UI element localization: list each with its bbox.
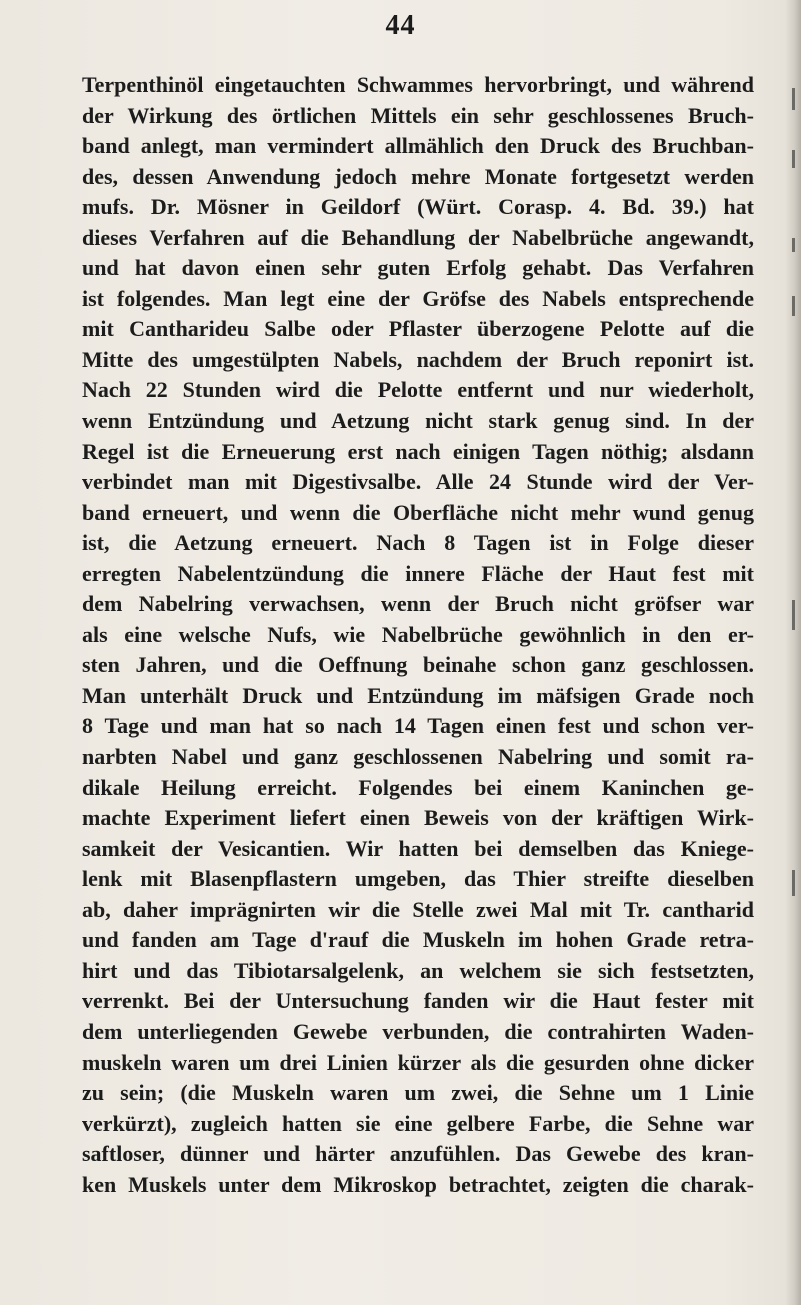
text-line: dieses Verfahren auf die Behandlung der Nabelbrüche angewandt, [82, 224, 754, 250]
page-edge-mark [792, 870, 795, 896]
text-line: ab, daher imprägnirten wir die Stelle zwei Mal mit Tr. cantharid [82, 896, 754, 922]
text-line: als eine welsche Nufs, wie Nabelbrüche gewöhnlich in den er- [82, 621, 754, 647]
page-edge-mark [792, 296, 795, 316]
text-line: zu sein; (die Muskeln waren um zwei, die Sehne um 1 Linie [82, 1080, 754, 1106]
text-line: ist, die Aetzung erneuert. Nach 8 Tagen ist in Folge dieser [82, 530, 754, 556]
text-line: samkeit der Vesicantien. Wir hatten bei demselben das Kniege- [82, 835, 754, 861]
page-edge-mark [792, 600, 795, 630]
text-line: ken Muskels unter dem Mikroskop betrachtet, zeigten die charak- [82, 1171, 754, 1197]
text-line: und fanden am Tage d'rauf die Muskeln im hohen Grade retra- [82, 927, 754, 953]
page-edge-shadow [785, 0, 801, 1305]
text-line: 8 Tage und man hat so nach 14 Tagen einen fest und schon ver- [82, 713, 754, 739]
text-line: saftloser, dünner und härter anzufühlen. Das Gewebe des kran- [82, 1141, 754, 1167]
text-line: der Wirkung des örtlichen Mittels ein sehr geschlossenes Bruch- [82, 102, 754, 128]
text-line: narbten Nabel und ganz geschlossenen Nabelring und somit ra- [82, 744, 754, 770]
text-line: mit Cantharideu Salbe oder Pflaster überzogene Pelotte auf die [82, 316, 754, 342]
text-line: lenk mit Blasenpflastern umgeben, das Thier streifte dieselben [82, 866, 754, 892]
page-edge-mark [792, 88, 795, 110]
text-line: erregten Nabelentzündung die innere Fläche der Haut fest mit [82, 560, 754, 586]
body-text [82, 70, 754, 1200]
text-line: muskeln waren um drei Linien kürzer als die gesurden ohne dicker [82, 1049, 754, 1075]
text-line: wenn Entzündung und Aetzung nicht stark genug sind. In der [82, 408, 754, 434]
text-line: Terpenthinöl eingetauchten Schwammes hervorbringt, und während [82, 72, 754, 97]
text-line: Man unterhält Druck und Entzündung im mäfsigen Grade noch [82, 682, 754, 708]
text-line: dikale Heilung erreicht. Folgendes bei einem Kaninchen ge- [82, 774, 754, 800]
text-line: sten Jahren, und die Oeffnung beinahe schon ganz geschlossen. [82, 652, 754, 678]
text-line: verkürzt), zugleich hatten sie eine gelbere Farbe, die Sehne war [82, 1110, 754, 1136]
page-edge-mark [792, 238, 795, 252]
text-line: und hat davon einen sehr guten Erfolg gehabt. Das Verfahren [82, 255, 754, 281]
text-line: hirt und das Tibiotarsalgelenk, an welchem sie sich festsetzten, [82, 957, 754, 983]
text-line: Regel ist die Erneuerung erst nach einigen Tagen nöthig; alsdann [82, 438, 754, 464]
text-line: ist folgendes. Man legt eine der Gröfse des Nabels entsprechende [82, 285, 754, 311]
text-line: verbindet man mit Digestivsalbe. Alle 24 Stunde wird der Ver- [82, 469, 754, 495]
text-line: Nach 22 Stunden wird die Pelotte entfernt und nur wiederholt, [82, 377, 754, 403]
text-line: mufs. Dr. Mösner in Geildorf (Würt. Corasp. 4. Bd. 39.) hat [82, 194, 754, 220]
text-line: machte Experiment liefert einen Beweis von der kräftigen Wirk- [82, 805, 754, 831]
text-line: band anlegt, man vermindert allmählich den Druck des Bruchban- [82, 133, 754, 159]
page-number: 44 [385, 10, 416, 41]
text-line: verrenkt. Bei der Untersuchung fanden wir die Haut fester mit [82, 988, 754, 1014]
text-line: des, dessen Anwendung jedoch mehre Monate fortgesetzt werden [82, 163, 754, 189]
text-line: band erneuert, und wenn die Oberfläche nicht mehr wund genug [82, 499, 754, 525]
text-line: Mitte des umgestülpten Nabels, nachdem der Bruch reponirt ist. [82, 346, 754, 372]
text-line: dem Nabelring verwachsen, wenn der Bruch nicht gröfser war [82, 591, 754, 617]
text-line: dem unterliegenden Gewebe verbunden, die contrahirten Waden- [82, 1018, 754, 1044]
page-edge-mark [792, 150, 795, 168]
